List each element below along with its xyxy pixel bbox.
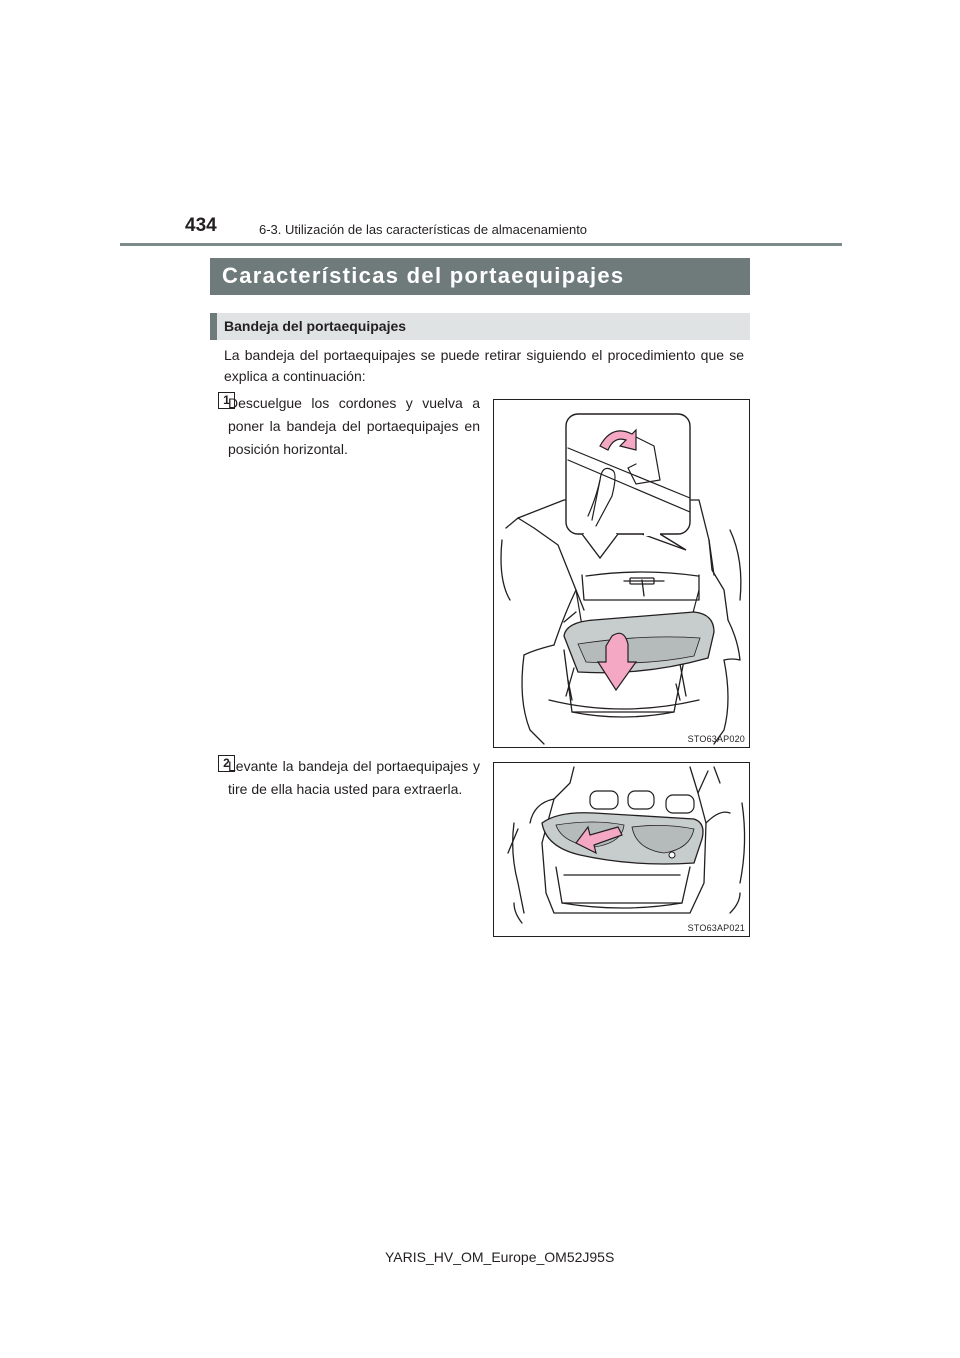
figure-code: STO63AP020 <box>687 734 745 744</box>
header-divider <box>120 243 842 246</box>
page-number: 434 <box>185 215 217 236</box>
trunk-shelf-removal-illustration <box>494 763 749 936</box>
intro-paragraph: La bandeja del portaequipajes se puede retirar siguiendo el procedimiento que se explica a continuación: <box>224 347 744 384</box>
figure-step-2 <box>493 762 750 937</box>
section-path: 6-3. Utilización de las características de almacenamiento <box>259 222 588 237</box>
step-2-text: Levante la bandeja del portaequipajes y tire de ella hacia usted para extraerla. <box>228 758 480 797</box>
step-1-number: 1 <box>218 392 235 409</box>
figure-step-1 <box>493 399 750 748</box>
subsection-title: Bandeja del portaequipajes <box>224 318 407 334</box>
step-1-text: Descuelgue los cordones y vuelva a poner la bandeja del portaequipajes en posición horizontal. <box>228 395 480 457</box>
hatchback-open-illustration <box>494 400 749 747</box>
document-footer: YARIS_HV_OM_Europe_OM52J95S <box>385 1249 615 1265</box>
step-2-number: 2 <box>218 755 235 772</box>
figure-code: STO63AP021 <box>687 923 745 933</box>
page-title: Características del portaequipajes <box>210 258 750 295</box>
